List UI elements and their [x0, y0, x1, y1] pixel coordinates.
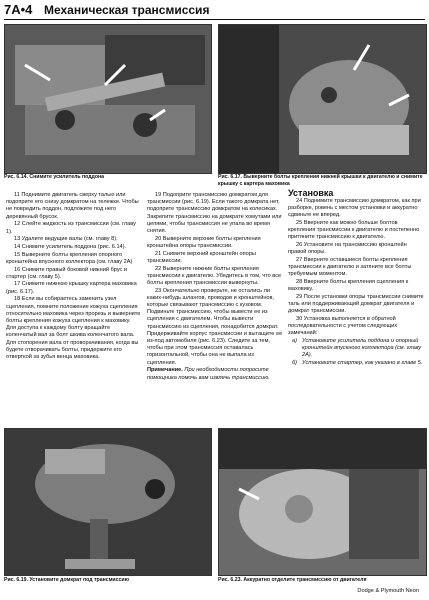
paragraph: 25 Вверните как можно больше болтов крепления трансмиссии к двигателю и постепенно притяните трансмиссию к двигателю. [288, 219, 420, 241]
paragraph: 11 Поднимите двигатель сверху талью или подоприте его снизу домкратом на тележке. Чтобы не повредить поддон, подложите под него деревянный брусок. [6, 192, 139, 220]
paragraph: 22 Выверните нижние болты крепления трансмиссии к двигателю. Убедитесь в том, что все болты крепления трансмиссии вывернуты. [147, 265, 282, 286]
paragraph: 18 Если вы собираетесь заменить узел сцепления, помните положение кожуха сцепления относительно маховика через прорезь и выверните болты крепления кожуха сцепления к маховику. Для доступа к каждому болту вращайте коленчатый вал за болт шкива коленчатого вала. Для стопорения вала от проворачивания, когда вы будете отворачивать болты, придержите его отверткой за зубья венца маховика. [6, 296, 141, 360]
photo-transmission-jack [4, 428, 212, 576]
note-text: При необходимости попросите помощника помочь вам извлечь трансмиссию. [147, 367, 270, 381]
footer-model: Dodge & Plymouth Neon [357, 588, 419, 594]
list-bullet: а) [292, 338, 297, 345]
photo-flywheel-cover [218, 24, 427, 174]
paragraph: 26 Установите на трансмиссию кронштейн правой опоры. [288, 241, 407, 256]
paragraph: 15 Выверните болты крепления опорного кронштейна впускного коллектора (см. главу 2А) [6, 251, 133, 265]
figure-caption-6-19: Рис. 6.19. Установите домкрат под трансмиссию [4, 577, 130, 583]
chapter-title: Механическая трансмиссия [44, 3, 210, 17]
header-rule [4, 19, 425, 20]
page-header [0, 0, 429, 20]
paragraph: 30 Установка выполняется в обратной последовательности с учетом следующих замечаний: [288, 315, 398, 337]
paragraph: 23 Окончательно проверьте, не остались ли каких-нибудь шлангов, проводов и кронштейнов, которые связывают трансмиссию с кузовом. Подвиньте трансмиссию, чтобы вывести ее из сцепления с двигателем. Чтобы вывести трансмиссию из сцепления, понадобится домкрат. Придерживайте корпус трансмиссии и вытащите ее из-под автомобиля (рис. 6.23). Следите за тем, чтобы при этом трансмиссия оставалась горизонтальной, чтобы она не выпала из сцепления. [147, 287, 283, 366]
paragraph: 19 Подоприте трансмиссию домкратом для трансмиссии (рис. 6.19). Если такого домкрата нет, подоприте трансмиссию домкратом на колесиках. Закрепите трансмиссию на домкрате хомутами или цепями, чтобы трансмиссия не упала во время снятия. [147, 192, 282, 235]
paragraph: 24 Поднимите трансмиссию домкратом, как при разборке, ровень с местом установки и аккуратно сдвиньте ее вперед. [288, 197, 421, 219]
paragraph: 21 Снимите верхний кронштейн опоры трансмиссии. [147, 250, 256, 264]
photo-transmission-removal [218, 428, 427, 576]
text-column-2 [147, 192, 283, 382]
paragraph: 27 Вверните оставшиеся болты крепления трансмиссии к двигателю и затяните все болты требуемым моментом. [288, 256, 412, 278]
figure-caption-6-23: Рис. 6.23. Аккуратно отделите трансмиссию от двигателя [218, 577, 367, 583]
list-item [288, 338, 424, 360]
list-item-text: Установите стартер, как указано в главе 5. [302, 360, 423, 367]
note-label: Примечание. [147, 367, 183, 374]
figure-caption-6-14: Рис. 6.14. Снимите усилитель поддона [4, 174, 105, 180]
paragraph: 29 После установки опоры трансмиссии снимите таль или поддерживающий домкрат двигателя и домкрат трансмиссии. [288, 293, 424, 315]
list-item [288, 360, 424, 367]
page-number: 7A•4 [4, 2, 33, 17]
note [147, 367, 283, 381]
paragraph: 20 Выверните верхние болты крепления кронштейна опоры трансмиссии. [147, 235, 261, 249]
paragraph: 12 Слейте жидкость из трансмиссии (см. главу 1). [6, 221, 136, 235]
photo-oil-pan-brace [4, 24, 212, 174]
paragraph: 28 Вверните болты крепления сцепления к маховику. [288, 278, 409, 293]
text-column-1 [6, 192, 142, 362]
section-title: Установка [288, 188, 334, 198]
text-column-3 [288, 190, 424, 368]
paragraph: 13 Удалите ведущие валы (см. главу 8). [14, 236, 118, 243]
paragraph: 16 Снимите правый боковой нижний брус и стартер (см. главу 5). [6, 266, 128, 280]
list-item-text: Установите усилитель поддона и опорный кронштейн впускного коллектора (см. главу 2А). [302, 338, 422, 359]
paragraph: 17 Снимите нижнюю крышку картера маховика (рис. 6.17). [6, 281, 137, 295]
list-bullet: б) [292, 360, 298, 367]
figure-caption-6-17: Рис. 6.17. Выверните болты крепления нижней крышки к двигателю и снимите крышку с картера маховика [218, 174, 423, 187]
paragraph: 14 Снимите усилитель поддона (рис. 6.14). [14, 243, 127, 250]
